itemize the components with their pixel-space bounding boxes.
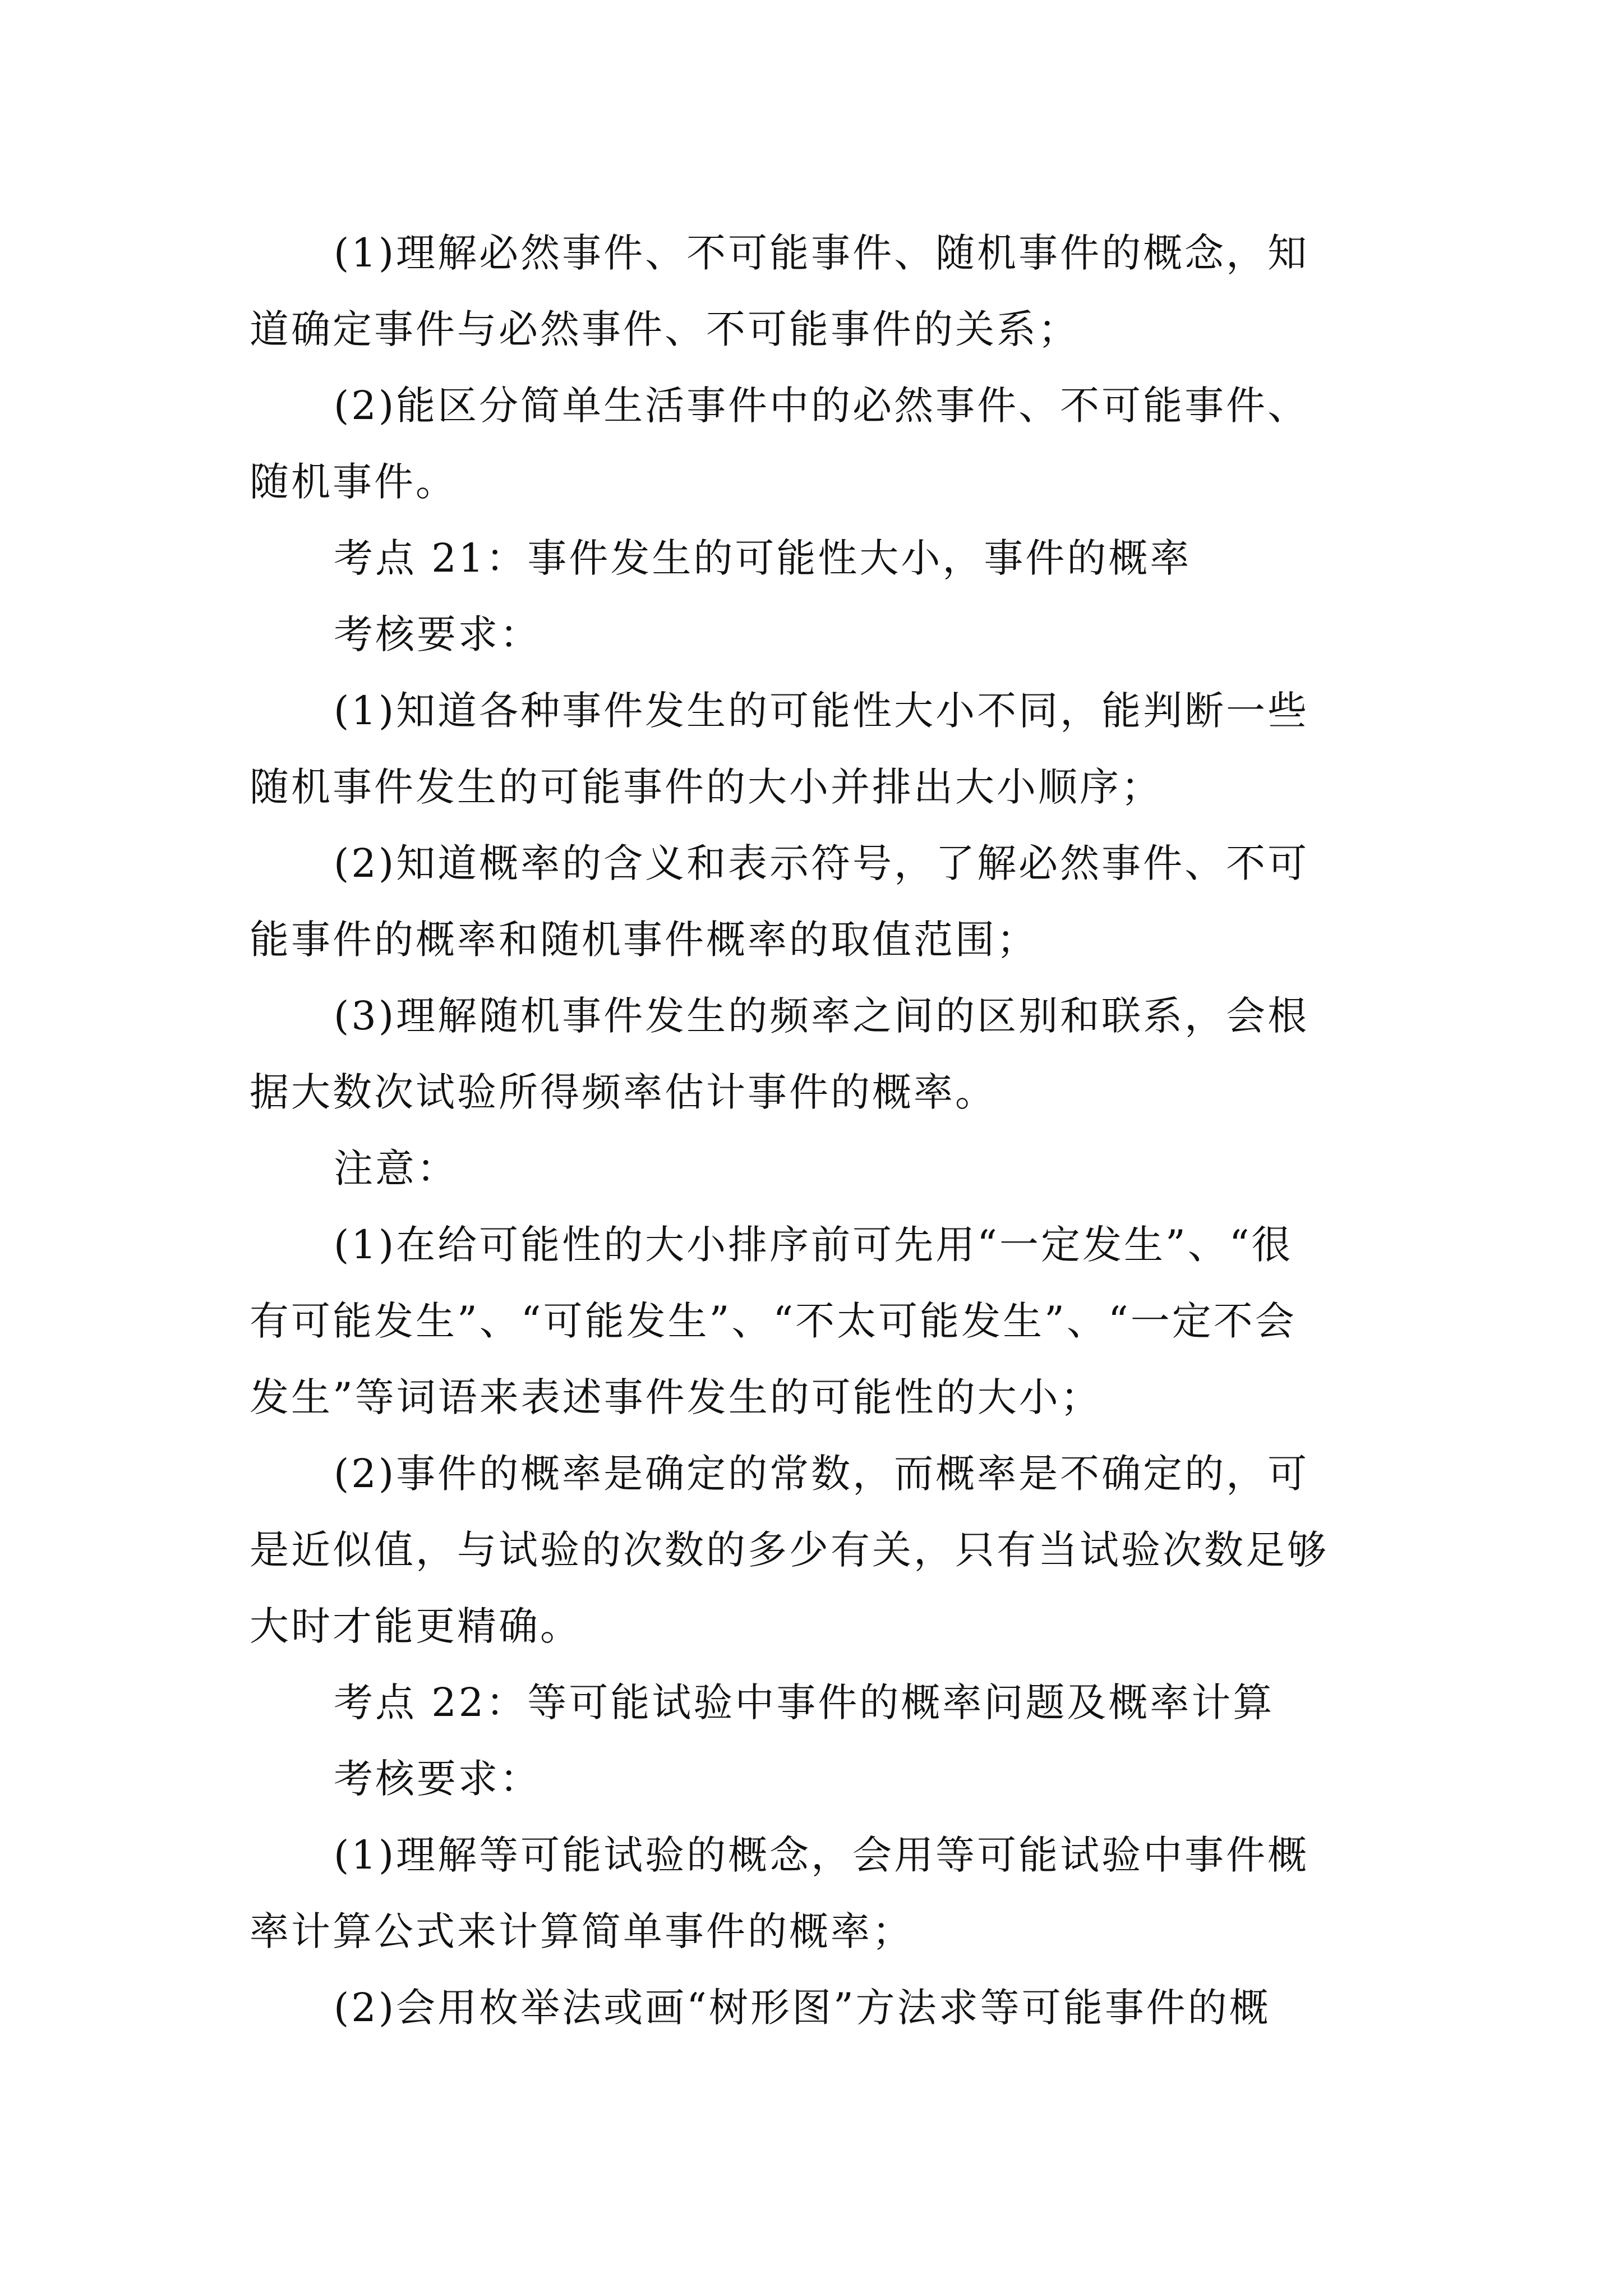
paragraph-probability-constant [250,1435,1388,1664]
text-line: 是近似值，与试验的次数的多少有关，只有当试验次数足够 [250,1527,1329,1573]
paragraph-possibility-wording [250,1207,1388,1435]
text-line: (2)事件的概率是确定的常数，而概率是不确定的，可 [334,1451,1310,1497]
subheading-note [250,1130,1388,1207]
subheading-text: 注意： [334,1145,458,1191]
text-line: (1)理解等可能试验的概念，会用等可能试验中事件概 [334,1832,1310,1878]
text-line: 发生”等词语来表述事件发生的可能性的大小； [250,1374,1102,1420]
heading-text: 考点 22：等可能试验中事件的概率问题及概率计算 [334,1680,1275,1726]
text-line: 率计算公式来计算简单事件的概率； [250,1908,914,1954]
subheading-requirements [250,596,1388,673]
paragraph-possibility-size [250,673,1388,825]
paragraph-frequency-estimation [250,978,1388,1130]
text-line: 道确定事件与必然事件、不可能事件的关系； [250,306,1080,352]
text-line: (3)理解随机事件发生的频率之间的区别和联系，会根 [334,993,1310,1039]
text-line: 能事件的概率和随机事件概率的取值范围； [250,917,1038,963]
section-heading-topic-22 [250,1664,1388,1741]
text-line: 据大数次试验所得频率估计事件的概率。 [250,1069,997,1115]
text-line: (1)知道各种事件发生的可能性大小不同，能判断一些 [334,688,1310,734]
subheading-text: 考核要求： [334,611,541,657]
text-line: 随机事件发生的可能事件的大小并排出大小顺序； [250,764,1163,810]
paragraph-probability-meaning [250,825,1388,978]
text-line: (1)理解必然事件、不可能事件、随机事件的概念，知 [334,230,1310,276]
text-line: (2)会用枚举法或画“树形图”方法求等可能事件的概 [334,1985,1271,2031]
subheading-requirements [250,1741,1388,1817]
paragraph-certain-impossible-random-concepts [250,215,1388,367]
document-body [250,215,1388,2046]
text-line: (2)能区分简单生活事件中的必然事件、不可能事件、 [334,383,1310,429]
paragraph-tree-diagram-method [250,1970,1388,2046]
heading-text: 考点 21：事件发生的可能性大小，事件的概率 [334,535,1192,581]
text-line: 随机事件。 [250,459,457,505]
subheading-text: 考核要求： [334,1756,541,1802]
paragraph-equal-possibility-concept [250,1817,1388,1970]
section-heading-topic-21 [250,520,1388,596]
text-line: (2)知道概率的含义和表示符号，了解必然事件、不可 [334,840,1310,886]
paragraph-distinguish-events [250,367,1388,520]
text-line: 有可能发生”、“可能发生”、“不太可能发生”、“一定不会 [250,1298,1297,1344]
text-line: 大时才能更精确。 [250,1603,582,1649]
text-line: (1)在给可能性的大小排序前可先用“一定发生”、“很 [334,1222,1293,1268]
